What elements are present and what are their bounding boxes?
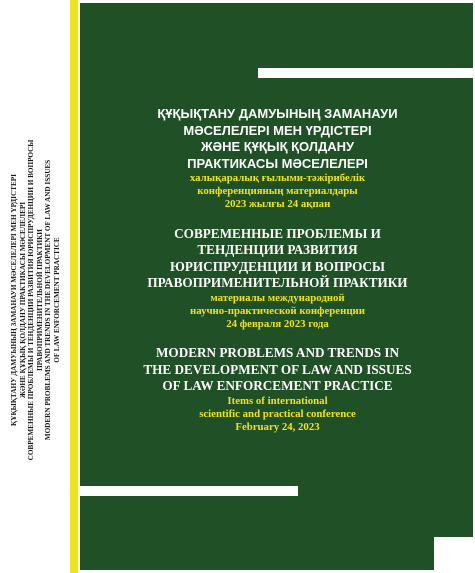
kazakh-title-line: ПРАКТИКАСЫ МӘСЕЛЕЛЕРІ xyxy=(187,155,368,171)
spine-line: OF LAW ENFORCEMENT PRACTICE xyxy=(53,237,62,363)
spine-line: ҚҰҚЫҚТАНУ ДАМУЫНЫҢ ЗАМАНАУИ МӘСЕЛЕЛЕРІ МЕН ҮРДІСТЕРІ xyxy=(10,174,19,426)
russian-date: 24 февраля 2023 года xyxy=(226,318,329,331)
english-title-line: OF LAW ENFORCEMENT PRACTICE xyxy=(162,378,393,394)
cover-content xyxy=(100,106,455,448)
spine-line: ЖӘНЕ ҚҰҚЫҚ ҚОЛДАНУ ПРАКТИКАСЫ МӘСЕЛЕЛЕРІ xyxy=(18,201,27,399)
kazakh-date: 2023 жылғы 24 ақпан xyxy=(224,198,331,211)
english-title-line: MODERN PROBLEMS AND TRENDS IN xyxy=(155,345,400,361)
spine-title xyxy=(10,70,62,530)
russian-title-line: СОВРЕМЕННЫЕ ПРОБЛЕМЫ И xyxy=(174,225,381,241)
bottom-decorative-bar xyxy=(80,486,298,496)
kazakh-title-line: МӘСЕЛЕЛЕРІ МЕН ҮРДІСТЕРІ xyxy=(183,122,372,138)
english-title-line: THE DEVELOPMENT OF LAW AND ISSUES xyxy=(143,361,412,377)
russian-title-line: ПРАВОПРИМЕНИТЕЛЬНОЙ ПРАКТИКИ xyxy=(147,275,408,291)
russian-section xyxy=(100,226,455,332)
kazakh-subtitle-line: халықаралық ғылыми-тәжірибелік xyxy=(189,172,366,184)
kazakh-section xyxy=(100,106,455,212)
book-spine xyxy=(0,0,78,573)
spine-line: MODERN PROBLEMS AND TRENDS IN THE DEVELOPMENT OF LAW AND ISSUES xyxy=(44,159,53,441)
russian-title-line: ЮРИСПРУДЕНЦИИ И ВОПРОСЫ xyxy=(170,258,385,274)
english-subtitle-line: scientific and practical conference xyxy=(199,407,356,420)
english-date: February 24, 2023 xyxy=(235,421,320,434)
russian-subtitle-line: материалы международной xyxy=(210,291,345,304)
kazakh-title-line: ЖӘНЕ ҚҰҚЫҚ ҚОЛДАНУ xyxy=(200,139,355,154)
kazakh-title-line: ҚҰҚЫҚТАНУ ДАМУЫНЫҢ ЗАМАНАУИ xyxy=(157,106,398,121)
spine-line: СОВРЕМЕННЫЕ ПРОБЛЕМЫ И ТЕНДЕНЦИИ РАЗВИТИЯ ЮРИСПРУДЕНЦИИ И ВОПРОСЫ xyxy=(27,139,36,461)
russian-title-line: ТЕНДЕНЦИИ РАЗВИТИЯ xyxy=(197,242,358,258)
english-section xyxy=(100,345,455,434)
russian-subtitle-line: научно-практической конференции xyxy=(190,304,365,317)
top-decorative-bar xyxy=(258,68,475,78)
english-subtitle-line: Items of international xyxy=(227,394,328,407)
kazakh-subtitle-line: конференцияның материалдары xyxy=(197,185,358,198)
spine-line: ПРАВОПРИМЕНИТЕЛЬНОЙ ПРАКТИКИ xyxy=(36,229,44,371)
corner-decorative-block xyxy=(434,537,473,570)
spine-yellow-stripe xyxy=(70,0,78,573)
